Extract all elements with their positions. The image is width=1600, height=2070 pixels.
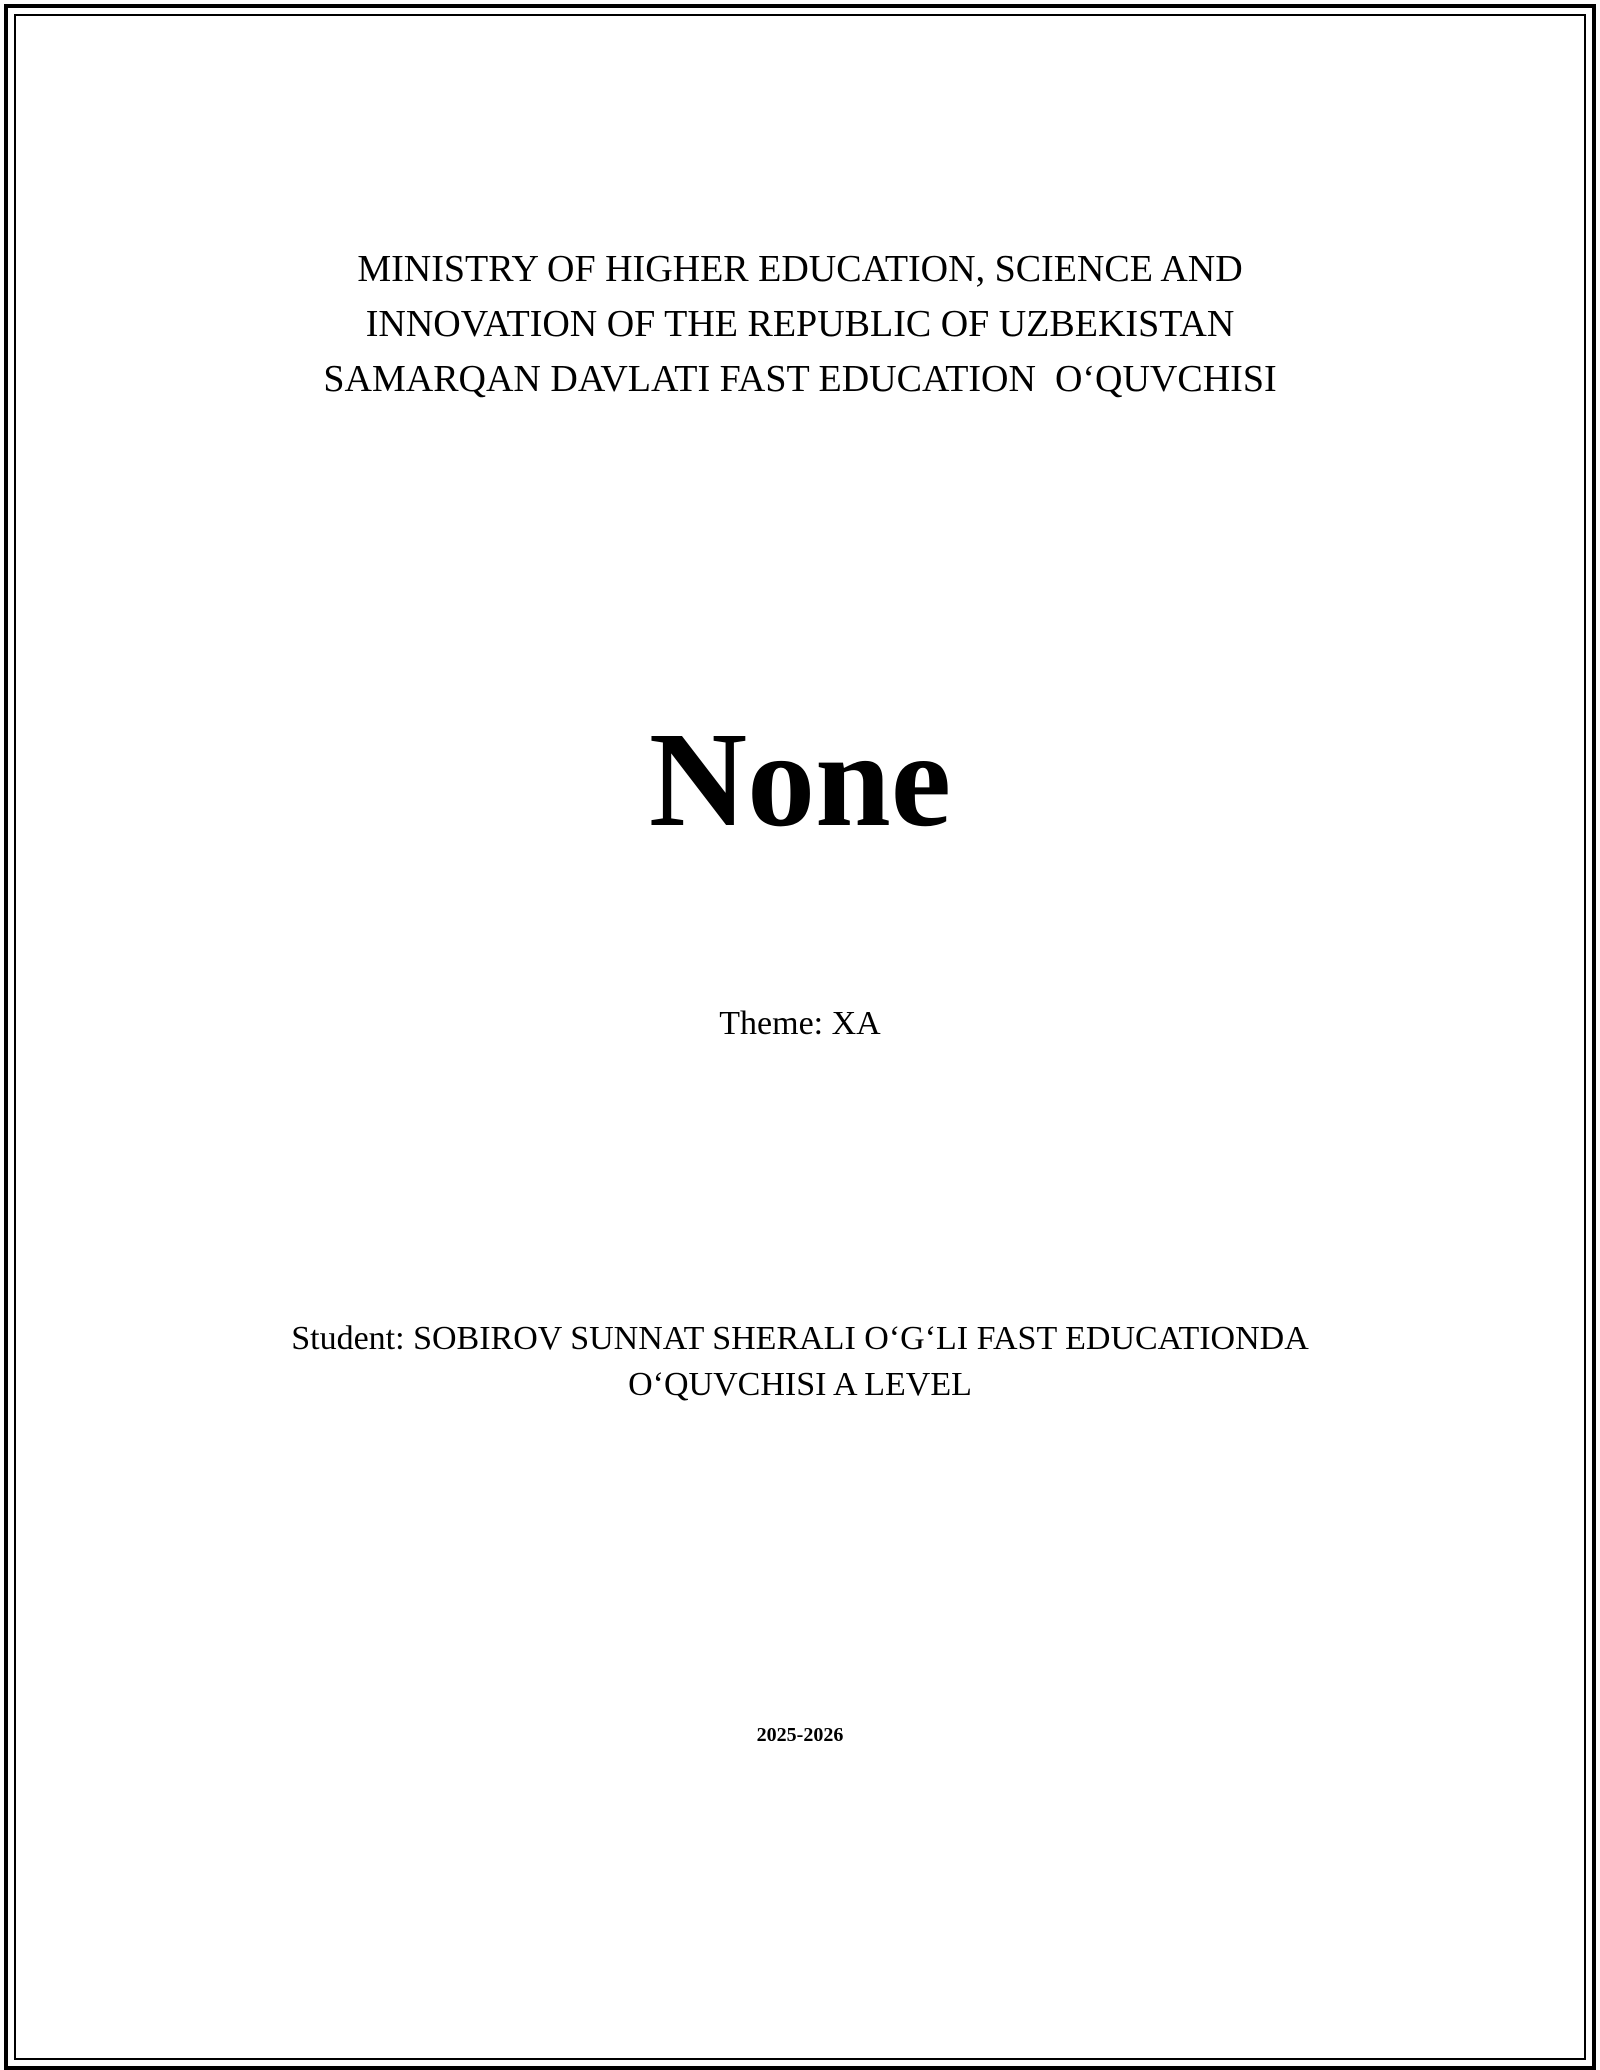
student-line-2: O‘QUVCHISI A LEVEL xyxy=(628,1366,972,1403)
header-line-3: SAMARQAN DAVLATI FAST EDUCATION O‘QUVCHISI xyxy=(323,358,1277,400)
theme-label: Theme: XA xyxy=(719,1005,881,1042)
academic-year: 2025-2026 xyxy=(756,1724,844,1746)
header-line-1: MINISTRY OF HIGHER EDUCATION, SCIENCE AND xyxy=(357,248,1243,290)
header-line-2: INNOVATION OF THE REPUBLIC OF UZBEKISTAN xyxy=(365,303,1235,345)
ministry-header xyxy=(100,242,1500,407)
student-line-1: Student: SOBIROV SUNNAT SHERALI O‘G‘LI FAST EDUCATIONDA xyxy=(291,1320,1309,1357)
document-title: None xyxy=(648,705,952,855)
student-info xyxy=(200,1316,1400,1408)
